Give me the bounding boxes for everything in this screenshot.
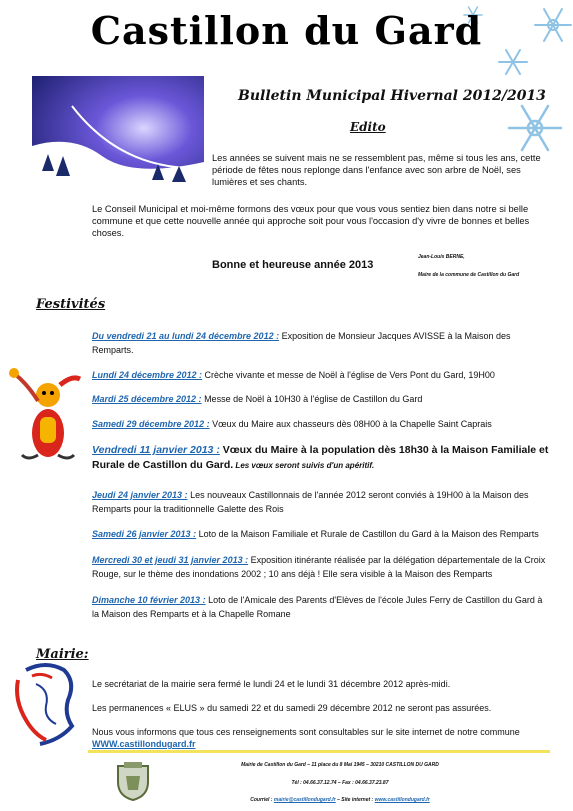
event-date: Lundi 24 décembre 2012 : <box>92 370 203 380</box>
bulletin-subtitle: Bulletin Municipal Hivernal 2012/2013 <box>238 88 546 104</box>
event-date: Jeudi 24 janvier 2013 : <box>92 490 188 500</box>
site-link[interactable]: www.castillondugard.fr <box>374 797 430 803</box>
edito-paragraph-1: Les années se suivent mais ne se ressemblent pas, même si tous les ans, cette période de fêtes nous replonge dans l'enfance avec son arbre de Noël, ses lumières et ses chants. <box>212 153 541 187</box>
edito-paragraph-2: Le Conseil Municipal et moi-même formons des vœux pour que vous vous sentiez bien dans notre si belle commune et que cette nouvelle année qui approche soit pour vous l'occasion d'y vivre de bonnes et belles choses. <box>92 204 530 238</box>
email-link[interactable]: mairie@castillondugard.fr <box>273 797 336 803</box>
event-date: Samedi 29 décembre 2012 : <box>92 419 210 429</box>
event-date: Vendredi 11 janvier 2013 : <box>92 444 220 456</box>
festive-character-illustration <box>8 355 88 465</box>
event-text: Crèche vivante et messe de Noël à l'église de Vers Pont du Gard, 19H00 <box>202 370 495 380</box>
event-item <box>92 527 550 541</box>
footer-phone: Tél : 04.66.37.12.74 – Fax : 04.66.37.23.87 <box>291 780 389 786</box>
event-text: Messe de Noël à 10H30 à l'église de Castillon du Gard <box>201 394 423 404</box>
marianne-illustration <box>6 660 86 748</box>
mairie-heading: Mairie: <box>36 647 89 662</box>
website-link[interactable]: WWW.castillondugard.fr <box>92 739 196 749</box>
signature-role: Maire de la commune de Castillon du Gard <box>418 272 520 278</box>
page-title: Castillon du Gard <box>90 8 483 53</box>
event-item <box>92 417 550 431</box>
event-text: Loto de l'Amicale des Parents d'Elèves de l'école Jules Ferry de Castillon du Gard à la Maison des Remparts et à la Chapelle Romane <box>92 595 543 619</box>
event-item <box>92 488 550 516</box>
event-note: Les vœux seront suivis d'un apéritif. <box>233 461 375 470</box>
event-text: Les nouveaux Castillonnais de l'année 2012 seront conviés à 19H00 à la Maison des Remparts pour la traditionnelle Galette des Rois <box>92 490 529 514</box>
event-item <box>92 593 550 621</box>
new-year-greeting: Bonne et heureuse année 2013 <box>212 259 374 271</box>
mairie-line-1: Le secrétariat de la mairie sera fermé le lundi 24 et le lundi 31 décembre 2012 après-midi. <box>92 679 451 689</box>
event-date: Dimanche 10 février 2013 : <box>92 595 206 605</box>
footer-address: Mairie de Castillon du Gard – 11 place du 8 Mai 1945 – 30210 CASTILLON DU GARD <box>241 762 439 768</box>
coat-of-arms-icon <box>114 760 152 802</box>
event-item <box>92 553 550 581</box>
event-date: Du vendredi 21 au lundi 24 décembre 2012 : <box>92 331 280 341</box>
event-text: Vœux du Maire à la population dès 18h30 à la Maison Familiale et Rurale de Castillon du Gard. <box>92 444 549 471</box>
event-item <box>92 392 550 406</box>
footer-divider <box>88 750 550 753</box>
event-date: Mercredi 30 et jeudi 31 janvier 2013 : <box>92 555 249 565</box>
event-date: Mardi 25 décembre 2012 : <box>92 394 202 404</box>
event-item <box>92 329 550 357</box>
event-item <box>92 368 550 382</box>
edito-heading: Edito <box>350 120 386 134</box>
mairie-line-2: Les permanences « ELUS » du samedi 22 et du samedi 29 décembre 2012 ne seront pas assurées. <box>92 703 492 713</box>
event-date: Samedi 26 janvier 2013 : <box>92 529 197 539</box>
mairie-line-3 <box>92 726 550 750</box>
winter-night-illustration <box>32 76 204 192</box>
event-text: Loto de la Maison Familiale et Rurale de Castillon du Gard à la Maison des Remparts <box>196 529 539 539</box>
event-text: Exposition itinérante réalisée par la délégation départementale de la Croix Rouge, sur le thème des inondations 2002 ; 10 ans déjà ! Elle sera visible à la Maison des Remparts <box>92 555 546 579</box>
signature-name: Jean-Louis BERNE, <box>418 254 465 260</box>
footer-contact: Courriel : mairie@castillondugard.fr – Site internet : www.castillondugard.fr <box>250 797 430 803</box>
event-text: Exposition de Monsieur Jacques AVISSE à la Maison des Remparts. <box>92 331 511 355</box>
event-item-highlight <box>92 443 550 473</box>
event-text: Vœux du Maire aux chasseurs dès 08H00 à la Chapelle Saint Caprais <box>209 419 492 429</box>
festivites-heading: Festivités <box>36 297 106 312</box>
mairie-info-text: Nous vous informons que tous ces renseignements sont consultables sur le site internet de notre commune <box>92 727 520 737</box>
